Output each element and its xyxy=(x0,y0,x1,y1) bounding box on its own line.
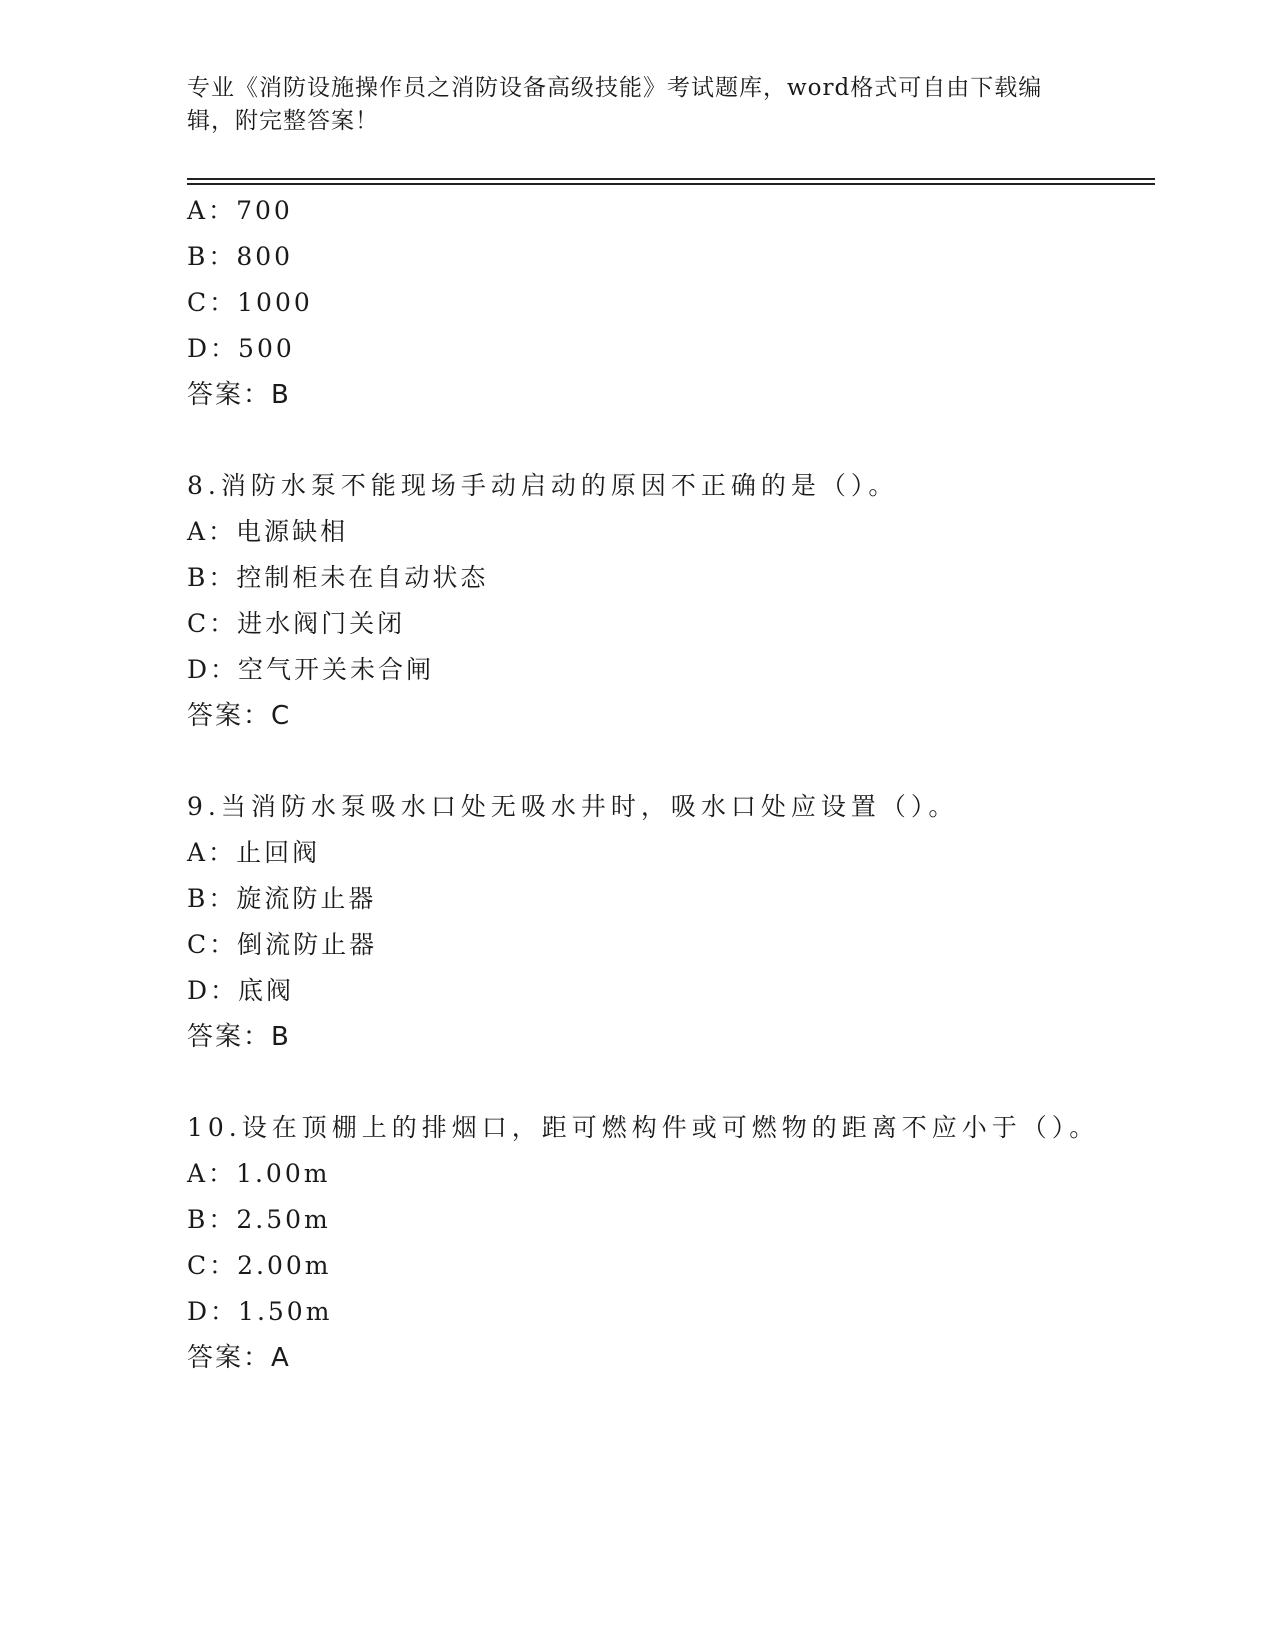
question-block-9 xyxy=(187,784,1155,1060)
option-d xyxy=(187,968,1155,1014)
option-text: 旋流防止器 xyxy=(236,884,377,913)
option-text: 2.00m xyxy=(237,1251,332,1280)
option-text: 止回阀 xyxy=(236,838,321,867)
question-list xyxy=(187,188,1155,1426)
answer-label: 答案： xyxy=(187,380,272,410)
option-label: B： xyxy=(187,242,237,271)
option-b xyxy=(187,876,1155,922)
answer-line xyxy=(187,1335,1155,1381)
option-text: 控制柜未在自动状态 xyxy=(236,563,489,592)
answer-line xyxy=(187,693,1155,739)
question-text: 10.设在顶棚上的排烟口，距可燃构件或可燃物的距离不应小于（）。 xyxy=(187,1113,1100,1142)
option-label: D： xyxy=(187,1297,239,1326)
option-c xyxy=(187,280,1155,326)
option-d xyxy=(187,647,1155,693)
answer-line xyxy=(187,1014,1155,1060)
option-text: 1.00m xyxy=(236,1159,331,1188)
option-d xyxy=(187,1289,1155,1335)
option-c xyxy=(187,1243,1155,1289)
question-block-7 xyxy=(187,188,1155,418)
option-label: C： xyxy=(187,1251,238,1280)
option-text: 空气开关未合闸 xyxy=(238,655,435,684)
option-a xyxy=(187,509,1155,555)
option-label: A： xyxy=(187,1159,237,1188)
option-label: B： xyxy=(187,884,237,913)
answer-value: C xyxy=(271,701,292,731)
header-line-1: 专业《消防设施操作员之消防设备高级技能》考试题库，word格式可自由下载编 xyxy=(187,75,1043,101)
answer-line xyxy=(187,372,1155,418)
option-label: A： xyxy=(187,517,237,546)
option-text: 700 xyxy=(236,196,293,225)
answer-label: 答案： xyxy=(187,1022,272,1052)
option-a xyxy=(187,1151,1155,1197)
option-label: B： xyxy=(187,563,237,592)
answer-value: A xyxy=(271,1343,291,1373)
option-text: 进水阀门关闭 xyxy=(237,609,406,638)
option-b xyxy=(187,1197,1155,1243)
option-label: D： xyxy=(187,334,239,363)
answer-value: B xyxy=(271,1022,291,1052)
option-a xyxy=(187,188,1155,234)
option-b xyxy=(187,555,1155,601)
option-text: 1.50m xyxy=(238,1297,333,1326)
document-header xyxy=(187,72,1067,138)
option-label: A： xyxy=(187,838,237,867)
option-label: B： xyxy=(187,1205,237,1234)
answer-label: 答案： xyxy=(187,1343,272,1373)
option-a xyxy=(187,830,1155,876)
option-label: C： xyxy=(187,609,238,638)
option-label: A： xyxy=(187,196,237,225)
option-text: 底阀 xyxy=(238,976,295,1005)
option-label: C： xyxy=(187,930,238,959)
option-text: 800 xyxy=(236,242,294,271)
option-b xyxy=(187,234,1155,280)
option-text: 1000 xyxy=(237,288,313,317)
option-c xyxy=(187,601,1155,647)
option-text: 电源缺相 xyxy=(236,517,349,546)
question-text: 9.当消防水泵吸水口处无吸水井时，吸水口处应设置（）。 xyxy=(187,792,959,821)
option-c xyxy=(187,922,1155,968)
option-text: 2.50m xyxy=(236,1205,331,1234)
option-label: C： xyxy=(187,288,238,317)
header-divider-top xyxy=(187,178,1155,180)
header-line-2: 辑，附完整答案！ xyxy=(187,108,379,134)
option-label: D： xyxy=(187,655,239,684)
option-text: 倒流防止器 xyxy=(237,930,378,959)
header-divider-bottom xyxy=(187,183,1155,185)
question-block-8 xyxy=(187,463,1155,739)
question-text: 8.消防水泵不能现场手动启动的原因不正确的是（）。 xyxy=(187,471,899,500)
answer-value: B xyxy=(271,380,291,410)
option-label: D： xyxy=(187,976,239,1005)
answer-label: 答案： xyxy=(187,701,272,731)
question-block-10 xyxy=(187,1105,1155,1381)
option-d xyxy=(187,326,1155,372)
option-text: 500 xyxy=(238,334,295,363)
